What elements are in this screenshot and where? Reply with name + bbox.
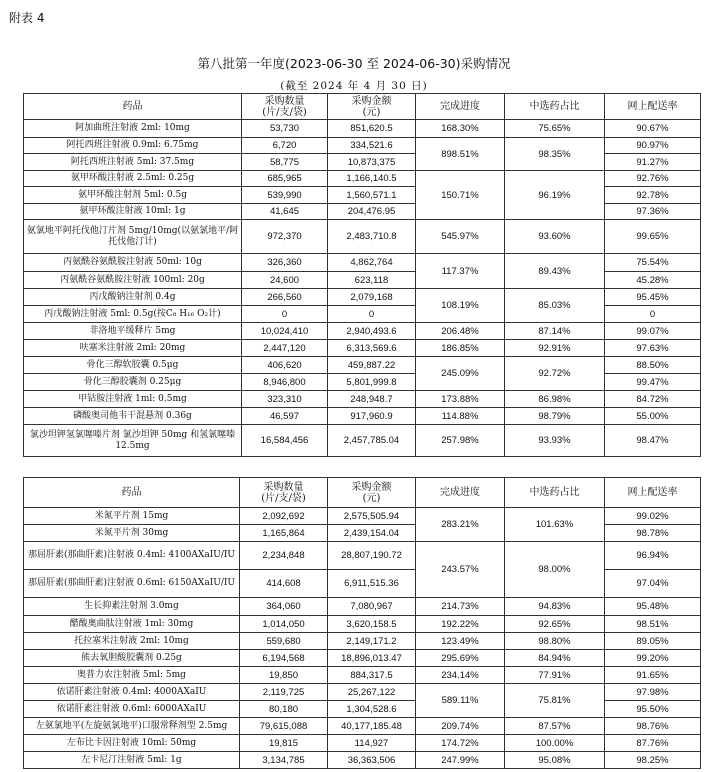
selected-share-cell: 93.93% (505, 425, 605, 457)
table-row (24, 508, 701, 525)
selected-share-cell: 93.60% (505, 220, 605, 254)
online-distribution-cell: 97.04% (605, 570, 701, 598)
table-row (24, 120, 701, 138)
page-subtitle: (截至 2024 年 4 月 30 日) (280, 80, 428, 92)
drug-name-cell: 那屈肝素(那曲肝素)注射液 0.6ml: 6150AXaIU/IU (24, 570, 240, 598)
online-distribution-cell: 98.25% (605, 752, 701, 769)
quantity-cell: 8,946,800 (242, 374, 328, 391)
quantity-cell: 2,447,120 (242, 340, 328, 357)
procurement-table-1 (23, 93, 701, 457)
progress-cell: 243.57% (416, 542, 505, 598)
selected-share-cell: 98.35% (505, 138, 605, 171)
selected-share-cell: 89.43% (505, 254, 605, 289)
quantity-cell: 24,600 (242, 272, 328, 289)
quantity-cell: 10,024,410 (242, 323, 328, 340)
quantity-cell: 559,680 (240, 633, 328, 650)
online-distribution-cell: 98.78% (605, 525, 701, 542)
online-distribution-cell: 98.76% (605, 718, 701, 735)
progress-cell: 117.37% (416, 254, 505, 289)
table-row (24, 254, 701, 272)
table-row (24, 220, 701, 254)
selected-share-cell: 95.08% (505, 752, 605, 769)
online-distribution-cell: 95.50% (605, 701, 701, 718)
amount-cell: 10,873,375 (328, 154, 416, 171)
online-distribution-cell: 0 (605, 306, 701, 323)
online-distribution-cell: 84.72% (605, 391, 701, 408)
amount-cell: 1,304,528.6 (328, 701, 416, 718)
drug-name-cell: 那屈肝素(那曲肝素)注射液 0.4ml: 4100AXaIU/IU (24, 542, 240, 570)
header-progress: 完成进度 (416, 94, 505, 120)
amount-cell: 623,118 (328, 272, 416, 289)
online-distribution-cell: 97.36% (605, 204, 701, 220)
header-amount: 采购金额 (元) (328, 478, 416, 508)
amount-cell: 40,177,185.48 (328, 718, 416, 735)
progress-cell: 174.72% (416, 735, 505, 752)
table-row (24, 598, 701, 616)
drug-name-cell: 呋塞米注射液 2ml: 20mg (24, 340, 242, 357)
quantity-cell: 16,584,456 (242, 425, 328, 457)
progress-cell: 545.97% (416, 220, 505, 254)
progress-cell: 245.09% (416, 357, 505, 391)
table-row (24, 616, 701, 633)
quantity-cell: 0 (242, 306, 328, 323)
quantity-cell: 266,560 (242, 289, 328, 306)
quantity-cell: 685,965 (242, 171, 328, 187)
online-distribution-cell: 92.76% (605, 171, 701, 187)
amount-cell: 4,862,764 (328, 254, 416, 272)
online-distribution-cell: 98.51% (605, 616, 701, 633)
table-row (24, 633, 701, 650)
quantity-cell: 46,597 (242, 408, 328, 425)
amount-cell: 884,317.5 (328, 667, 416, 684)
quantity-cell: 1,014,050 (240, 616, 328, 633)
quantity-cell: 406,620 (242, 357, 328, 374)
quantity-cell: 79,615,088 (240, 718, 328, 735)
table-row (24, 667, 701, 684)
drug-name-cell: 奥普力农注射液 5ml: 5mg (24, 667, 240, 684)
amount-cell: 204,476.95 (328, 204, 416, 220)
page-title: 第八批第一年度(2023-06-30 至 2024-06-30)采购情况 (197, 56, 511, 71)
online-distribution-cell: 92.78% (605, 187, 701, 204)
quantity-cell: 539,990 (242, 187, 328, 204)
amount-cell: 2,575,505.94 (328, 508, 416, 525)
header-quantity: 采购数量 (片/支/袋) (240, 478, 328, 508)
progress-cell: 150.71% (416, 171, 505, 220)
selected-share-cell: 92.91% (505, 340, 605, 357)
amount-cell: 248,948.7 (328, 391, 416, 408)
selected-share-cell: 75.65% (505, 120, 605, 138)
selected-share-cell: 77.91% (505, 667, 605, 684)
amount-cell: 2,079,168 (328, 289, 416, 306)
selected-share-cell: 87.57% (505, 718, 605, 735)
amount-cell: 114,927 (328, 735, 416, 752)
selected-share-cell: 92.72% (505, 357, 605, 391)
online-distribution-cell: 90.67% (605, 120, 701, 138)
online-distribution-cell: 55.00% (605, 408, 701, 425)
header-drug: 药品 (24, 478, 240, 508)
progress-cell: 247.99% (416, 752, 505, 769)
drug-name-cell: 阿托西班注射液 5ml: 37.5mg (24, 154, 242, 171)
quantity-cell: 1,165,864 (240, 525, 328, 542)
progress-cell: 209.74% (416, 718, 505, 735)
amount-cell: 1,166,140.5 (328, 171, 416, 187)
table-row (24, 340, 701, 357)
selected-share-cell: 86.98% (505, 391, 605, 408)
online-distribution-cell: 45.28% (605, 272, 701, 289)
progress-cell: 123.49% (416, 633, 505, 650)
table-header-row (24, 478, 701, 508)
progress-cell: 173.88% (416, 391, 505, 408)
amount-cell: 7,080,967 (328, 598, 416, 616)
selected-share-cell: 75.81% (505, 684, 605, 718)
table-row (24, 357, 701, 374)
table-row (24, 650, 701, 667)
online-distribution-cell: 99.65% (605, 220, 701, 254)
online-distribution-cell: 97.98% (605, 684, 701, 701)
table-row (24, 138, 701, 154)
quantity-cell: 19,815 (240, 735, 328, 752)
drug-name-cell: 阿托西班注射液 0.9ml: 6.75mg (24, 138, 242, 154)
selected-share-cell: 98.00% (505, 542, 605, 598)
quantity-cell: 19,850 (240, 667, 328, 684)
drug-name-cell: 丙氨酰谷氨酰胺注射液 100ml: 20g (24, 272, 242, 289)
quantity-cell: 6,720 (242, 138, 328, 154)
header-online-distribution: 网上配送率 (605, 478, 701, 508)
amount-cell: 2,940,493.6 (328, 323, 416, 340)
table-row (24, 391, 701, 408)
table-row (24, 425, 701, 457)
online-distribution-cell: 91.65% (605, 667, 701, 684)
header-selected-share: 中选药占比 (505, 94, 605, 120)
quantity-cell: 3,134,785 (240, 752, 328, 769)
drug-name-cell: 熊去氧胆酸胶囊剂 0.25g (24, 650, 240, 667)
table-row (24, 752, 701, 769)
quantity-cell: 323,310 (242, 391, 328, 408)
amount-cell: 2,457,785.04 (328, 425, 416, 457)
progress-cell: 257.98% (416, 425, 505, 457)
progress-cell: 898.51% (416, 138, 505, 171)
header-online-distribution: 网上配送率 (605, 94, 701, 120)
online-distribution-cell: 98.47% (605, 425, 701, 457)
progress-cell: 283.21% (416, 508, 505, 542)
drug-name-cell: 骨化三醇软胶囊 0.5μg (24, 357, 242, 374)
online-distribution-cell: 99.02% (605, 508, 701, 525)
drug-name-cell: 氨甲环酸注射液 2.5ml: 0.25g (24, 171, 242, 187)
progress-cell: 108.19% (416, 289, 505, 323)
drug-name-cell: 米氮平片剂 30mg (24, 525, 240, 542)
selected-share-cell: 101.63% (505, 508, 605, 542)
online-distribution-cell: 95.45% (605, 289, 701, 306)
table-row (24, 735, 701, 752)
online-distribution-cell: 95.48% (605, 598, 701, 616)
quantity-cell: 53,730 (242, 120, 328, 138)
amount-cell: 334,521.6 (328, 138, 416, 154)
selected-share-cell: 92.65% (505, 616, 605, 633)
progress-cell: 168.30% (416, 120, 505, 138)
quantity-cell: 6,194,568 (240, 650, 328, 667)
progress-cell: 206.48% (416, 323, 505, 340)
online-distribution-cell: 87.76% (605, 735, 701, 752)
quantity-cell: 2,119,725 (240, 684, 328, 701)
header-amount: 采购金额 (元) (328, 94, 416, 120)
amount-cell: 2,483,710.8 (328, 220, 416, 254)
selected-share-cell: 98.80% (505, 633, 605, 650)
drug-name-cell: 甲钴胺注射液 1ml: 0.5mg (24, 391, 242, 408)
online-distribution-cell: 88.50% (605, 357, 701, 374)
header-selected-share: 中选药占比 (505, 478, 605, 508)
amount-cell: 2,149,171.2 (328, 633, 416, 650)
drug-name-cell: 生长抑素注射剂 3.0mg (24, 598, 240, 616)
drug-name-cell: 左布比卡因注射液 10ml: 50mg (24, 735, 240, 752)
online-distribution-cell: 89.05% (605, 633, 701, 650)
progress-cell: 192.22% (416, 616, 505, 633)
table-row (24, 289, 701, 306)
drug-name-cell: 丙戊酸钠注射剂 0.4g (24, 289, 242, 306)
quantity-cell: 2,234,848 (240, 542, 328, 570)
selected-share-cell: 98.79% (505, 408, 605, 425)
amount-cell: 2,439,154.04 (328, 525, 416, 542)
drug-name-cell: 醋酸奥曲肽注射液 1ml: 30mg (24, 616, 240, 633)
online-distribution-cell: 99.20% (605, 650, 701, 667)
progress-cell: 114.88% (416, 408, 505, 425)
online-distribution-cell: 99.47% (605, 374, 701, 391)
amount-cell: 0 (328, 306, 416, 323)
online-distribution-cell: 90.97% (605, 138, 701, 154)
drug-name-cell: 氨甲环酸注射剂 5ml: 0.5g (24, 187, 242, 204)
online-distribution-cell: 91.27% (605, 154, 701, 171)
progress-cell: 186.85% (416, 340, 505, 357)
amount-cell: 28,807,190.72 (328, 542, 416, 570)
amount-cell: 917,960.9 (328, 408, 416, 425)
drug-name-cell: 米氮平片剂 15mg (24, 508, 240, 525)
selected-share-cell: 84.94% (505, 650, 605, 667)
amount-cell: 1,560,571.1 (328, 187, 416, 204)
procurement-table-2 (23, 477, 701, 769)
table-row (24, 171, 701, 187)
quantity-cell: 414,608 (240, 570, 328, 598)
table-header-row (24, 94, 701, 120)
table-row (24, 542, 701, 570)
progress-cell: 214.73% (416, 598, 505, 616)
amount-cell: 5,801,999.8 (328, 374, 416, 391)
drug-name-cell: 左卡尼汀注射液 5ml: 1g (24, 752, 240, 769)
quantity-cell: 58,775 (242, 154, 328, 171)
online-distribution-cell: 97.63% (605, 340, 701, 357)
drug-name-cell: 非洛地平缓释片 5mg (24, 323, 242, 340)
header-progress: 完成进度 (416, 478, 505, 508)
amount-cell: 6,911,515.36 (328, 570, 416, 598)
amount-cell: 3,620,158.5 (328, 616, 416, 633)
progress-cell: 295.69% (416, 650, 505, 667)
amount-cell: 25,267,122 (328, 684, 416, 701)
selected-share-cell: 87.14% (505, 323, 605, 340)
drug-name-cell: 依诺肝素注射液 0.4ml: 4000AXaIU (24, 684, 240, 701)
quantity-cell: 364,060 (240, 598, 328, 616)
table-row (24, 718, 701, 735)
drug-name-cell: 骨化三醇胶囊剂 0.25μg (24, 374, 242, 391)
table-row (24, 408, 701, 425)
drug-name-cell: 磷酸奥司他韦干混悬剂 0.36g (24, 408, 242, 425)
quantity-cell: 326,360 (242, 254, 328, 272)
amount-cell: 851,620.5 (328, 120, 416, 138)
drug-name-cell: 依诺肝素注射液 0.6ml: 6000AXaIU (24, 701, 240, 718)
progress-cell: 234.14% (416, 667, 505, 684)
appendix-label: 附表 4 (9, 11, 45, 25)
drug-name-cell: 左氨氯地平(左旋氨氯地平)口服常释剂型 2.5mg (24, 718, 240, 735)
drug-name-cell: 氯沙坦钾氢氯噻嗪片剂 氯沙坦钾 50mg 和氢氯噻嗪 12.5mg (24, 425, 242, 457)
table-row (24, 323, 701, 340)
selected-share-cell: 85.03% (505, 289, 605, 323)
online-distribution-cell: 75.54% (605, 254, 701, 272)
online-distribution-cell: 96.94% (605, 542, 701, 570)
progress-cell: 589.11% (416, 684, 505, 718)
drug-name-cell: 阿加曲班注射液 2ml: 10mg (24, 120, 242, 138)
header-quantity: 采购数量 (片/支/袋) (242, 94, 328, 120)
header-drug: 药品 (24, 94, 242, 120)
quantity-cell: 41,645 (242, 204, 328, 220)
selected-share-cell: 94.83% (505, 598, 605, 616)
amount-cell: 459,887.22 (328, 357, 416, 374)
selected-share-cell: 96.19% (505, 171, 605, 220)
amount-cell: 18,896,013.47 (328, 650, 416, 667)
amount-cell: 36,363,506 (328, 752, 416, 769)
selected-share-cell: 100.00% (505, 735, 605, 752)
amount-cell: 6,313,569.6 (328, 340, 416, 357)
drug-name-cell: 氨甲环酸注射液 10ml: 1g (24, 204, 242, 220)
online-distribution-cell: 99.07% (605, 323, 701, 340)
table-row (24, 684, 701, 701)
drug-name-cell: 丙戊酸钠注射液 5ml: 0.5g(按C₈ H₁₆ O₂计) (24, 306, 242, 323)
quantity-cell: 80,180 (240, 701, 328, 718)
quantity-cell: 2,092,692 (240, 508, 328, 525)
quantity-cell: 972,370 (242, 220, 328, 254)
drug-name-cell: 氨氯地平阿托伐他汀片剂 5mg/10mg(以氨氯地平/阿托伐他汀计) (24, 220, 242, 254)
drug-name-cell: 丙氨酰谷氨酰胺注射液 50ml: 10g (24, 254, 242, 272)
drug-name-cell: 托拉塞米注射液 2ml: 10mg (24, 633, 240, 650)
